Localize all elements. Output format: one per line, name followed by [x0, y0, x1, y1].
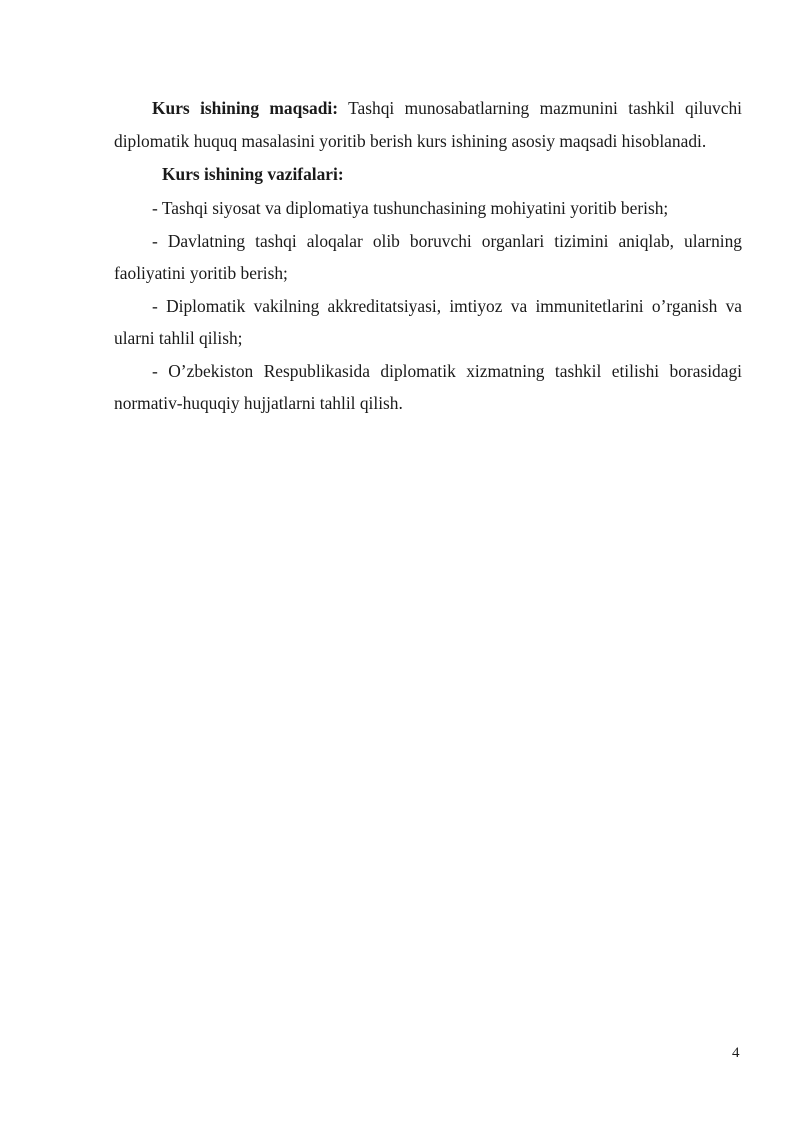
task-item-1: - Tashqi siyosat va diplomatiya tushunchasining mohiyatini yoritib berish;: [152, 198, 669, 218]
page-body: [114, 92, 742, 420]
tasks-heading: Kurs ishining vazifalari:: [162, 164, 344, 184]
purpose-text: Tashqi munosabatlarning mazmunini tashkil qiluvchi diplomatik huquq masalasini yoritib berish kurs ishining asosiy maqsadi hisoblanadi.: [114, 98, 742, 151]
purpose-paragraph: [114, 92, 742, 157]
task-item-3: - Diplomatik vakilning akkreditatsiyasi, imtiyoz va immunitetlarini o’rganish va ularni tahlil qilish;: [114, 295, 742, 348]
page-number: 4: [732, 1045, 740, 1061]
task-item-2: - Davlatning tashqi aloqalar olib boruvchi organlari tizimini aniqlab, ularning faoliyatini yoritib berish;: [114, 230, 742, 283]
task-item-4: - O’zbekiston Respublikasida diplomatik xizmatning tashkil etilishi borasidagi normativ-huquqiy hujjatlarni tahlil qilish.: [114, 360, 742, 413]
purpose-label: Kurs ishining maqsadi:: [152, 98, 339, 118]
